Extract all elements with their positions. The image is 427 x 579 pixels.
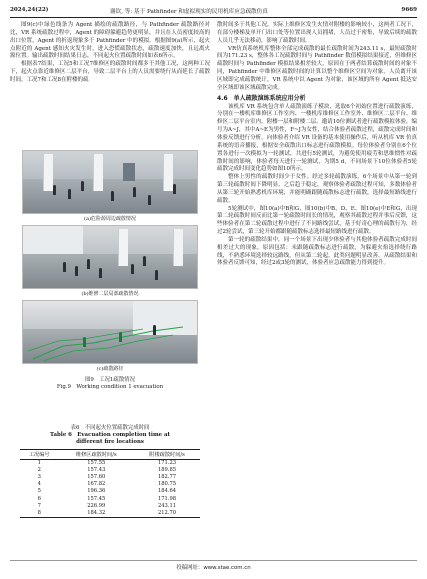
body-paragraph: VR仿真系统机库整体全部完成疏散的最长疏散时间为243.11 s，最短疏散时间为171.23 s，整体各工况疏散时间与 Pathfinder 数值模拟结果接近，但维修区疏散时间与 Pathfinder 模拟结果相差较大，原因在于两者结算疏散时间的对象不同，Pathfinder 中维修区疏散时间的计算以整个维修区空间为对象，人员离开该区域即完成疏散统计，VR 系统中以 Agent 为对象，该区域的所有 Agent 抵达安全区域即该区域疏散完成。 bbox=[217, 45, 417, 91]
table-row bbox=[20, 474, 200, 481]
body-paragraph: 图9(c)中绿色线条为 Agent 描绘的疏散路径，与 Pathfinder 疏散路径对比，VR 系统疏散过程中，Agent 的障碍躲避趋势更明显，并且在人员密度较高的出口位置，Agent 的折返现象多于 Pathfinder 中的模拟。根据图9(a)所示，起火点附近的 Agent 感知火灾发生时，进入恐慌疏散状态，疏散速度加快，且远离火源位置。输出疏散时间结果日志，不同起火位置疏散时间如表6所示。 bbox=[10, 22, 210, 60]
table-cell: 189.85 bbox=[157, 466, 177, 473]
table-cell: 167.82 bbox=[87, 481, 106, 488]
table-title-cn: 表6 不同起火位置疏散完成时间 bbox=[70, 425, 150, 431]
subfigure-caption: (c)疏散路径 bbox=[96, 366, 124, 372]
figure-9 bbox=[10, 150, 210, 391]
body-paragraph: 散时间多于其他工况，实际上维修区发生火情对附楼的影响较小，这两者工况下，在部分楼梯及单开门出口处等位置出现人员拥堵，人员过于密集，导致后续的疏散人员几乎无法移动，影响了疏散时间。 bbox=[217, 22, 417, 44]
journal-issue: 2024,24(22) bbox=[10, 7, 49, 13]
page-number: 9669 bbox=[401, 7, 417, 13]
table-cell: 196.36 bbox=[87, 488, 106, 495]
hazard-area-scene-image bbox=[22, 150, 198, 214]
submission-url: 投稿网址：www.stae.com.cn bbox=[176, 565, 251, 571]
table-cell: 157.55 bbox=[87, 459, 106, 466]
table-row bbox=[20, 510, 200, 518]
table-row bbox=[20, 488, 200, 495]
table-cell: 243.11 bbox=[157, 502, 177, 509]
table-cell: 157.43 bbox=[87, 466, 106, 473]
table-cell: 182.77 bbox=[157, 474, 177, 481]
table-6 bbox=[10, 425, 210, 518]
footer-divider bbox=[10, 560, 417, 561]
table-cell: 180.75 bbox=[157, 481, 177, 488]
table-cell: 212.70 bbox=[134, 510, 200, 518]
table-row bbox=[20, 467, 200, 474]
subfigure-b bbox=[22, 225, 198, 300]
running-header bbox=[10, 5, 417, 17]
table-cell: 171.98 bbox=[157, 495, 177, 502]
body-paragraph: 第一轮的疏散结果中，同一个场景下出现少体验者与其他体验者疏散完成时间相差过大的现象，原因包括：未跟随疏散标志进行疏散，为躲避火焰选择绕行路线，不熟悉环境选择较远路线，但从第二轮起，此类问题明显改善。从疏散结果和体验者反馈可知，经过2或3轮的测试，体验者应急疏散能力得到提升。 bbox=[217, 236, 417, 267]
table-title-en-continued: different fire locations bbox=[76, 439, 144, 446]
table-cell: 157.45 bbox=[87, 495, 106, 502]
table-row bbox=[20, 459, 200, 467]
subfigure-a bbox=[22, 150, 198, 225]
table-cell: 226.99 bbox=[87, 502, 106, 509]
body-paragraph: 该机库 VR 系统包含单人疏散演练子模块，选取6个初始位置进行疏散演练，分别在一楼机库维修区工作室内、一楼机库维修区工作室外、维修区二层平台、维修区二层平台室内、附楼一层和附楼二层。邀请10位测试者进行疏散模拟体验，编号为A~J，其中A~E为男性，F~J为女性，结合体验者疏散过程，疏散完成时间和体验反馈进行分析，向体验者介绍 VR 设备的基本使用操作后，听从机库 VR 仿真系统的语音播报，根据安全疏散出口标志进行疏散模拟。每位体验者分别在6个位置各进行一次模拟为一轮测试，共进行5轮测试，为避免使用疲劳和思维惯性对疏散时间的影响，体验者每天进行一轮测试，为期5 d，不同场景下10位体验者5轮疏散完成时间变化趋势如图10所示。 bbox=[217, 103, 417, 173]
table-cell: 4 bbox=[37, 481, 41, 488]
header-divider bbox=[10, 17, 417, 18]
table-cell: 6 bbox=[37, 495, 41, 502]
table-cell: 157.60 bbox=[87, 474, 106, 481]
right-column bbox=[217, 22, 417, 268]
maintenance-floor2-scene-image bbox=[22, 225, 198, 289]
column-header: 附楼疏散时间/s bbox=[134, 449, 200, 459]
running-title: 谢钦, 等: 基于 Pathfinder 和虚拟现实的民用机库应急疏散仿真 bbox=[110, 9, 268, 15]
table-row bbox=[20, 503, 200, 510]
column-header: 工况编号 bbox=[20, 449, 59, 459]
table-cell: 8 bbox=[20, 510, 59, 518]
table-cell: 184.32 bbox=[59, 510, 135, 518]
figure-caption-en: Fig.9 Working condition 1 evacuation bbox=[56, 384, 164, 390]
evacuation-time-table bbox=[20, 449, 200, 519]
table-cell: 1 bbox=[37, 459, 41, 466]
evacuation-path-scene-image bbox=[22, 300, 198, 364]
table-cell: 2 bbox=[37, 466, 41, 473]
subfigure-caption: (b)维修二层局部疏散情况 bbox=[81, 291, 139, 297]
table-row bbox=[20, 496, 200, 503]
table-cell: 5 bbox=[37, 488, 41, 495]
table-cell: 171.23 bbox=[157, 459, 177, 466]
table-row bbox=[20, 481, 200, 488]
table-header-row bbox=[20, 449, 200, 459]
section-heading: 4.6 单人疏散演练系统应用分析 bbox=[217, 94, 306, 102]
table-cell: 184.64 bbox=[157, 488, 177, 495]
table-cell: 7 bbox=[37, 502, 41, 509]
subfigure-caption: (a)危险源周边疏散情况 bbox=[84, 216, 136, 222]
table-title-en: Table 6 Evacuation completion time at bbox=[50, 432, 170, 439]
body-paragraph: 整体上男性的疏散时间少于女性。经过多轮疏散演练，6个场景中从第一轮到第三轮疏散时间下降明显，之后趋于稳定，观察体验者疏散过程可知，多数体验者从第三轮开始熟悉机库环境，并能明确跟随疏散标志进行疏散，选择最短路线进行疏散。 bbox=[217, 174, 417, 204]
evacuation-path-lines bbox=[23, 301, 198, 364]
figure-caption-cn: 图9 工况1疏散情况 bbox=[85, 377, 135, 383]
body-paragraph: 根据表7结果，工况5和工况7维修区的疏散时间都多于其他工况，这两种工况下，起火点靠近维修区二层平台，导致二层平台上的人员需要绕行从而延长了疏散时间。工况7和工况8在附楼的疏 bbox=[10, 61, 210, 83]
left-column bbox=[10, 22, 210, 85]
subfigure-c bbox=[22, 300, 198, 375]
column-header: 维修区疏散时间/s bbox=[59, 449, 135, 459]
table-cell: 3 bbox=[37, 474, 41, 481]
body-paragraph: 5轮测试中，图10(a)中B和G、图10(b)中B、D、E、图10(e)中E和G，出现第二轮疏散时间反而比第一轮疏散时间长的情况，观察其疏散过程并事后反馈，这些体验者在第二轮疏散过程中进行了不同路线尝试，基于好奇心理的疏散行为，经过2轮尝试，第三轮开始都跟随疏散标志选择最短路线进行疏散。 bbox=[217, 205, 417, 236]
